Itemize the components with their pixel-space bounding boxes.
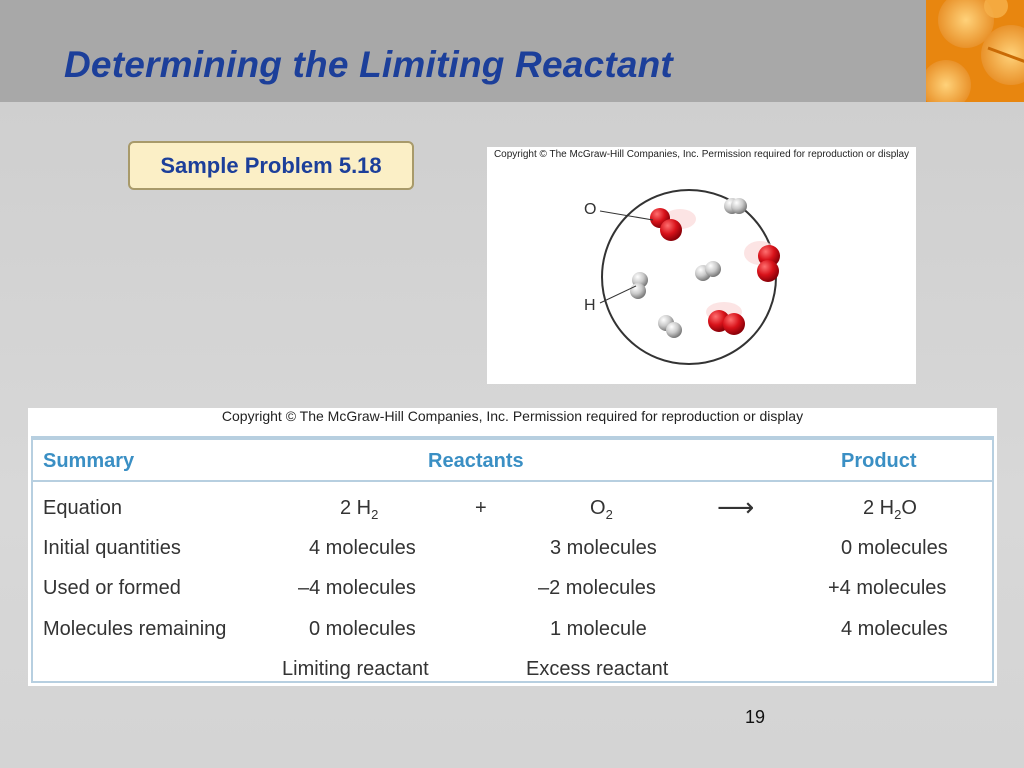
hydrogen-label: H [584,297,596,314]
reaction-vessel-diagram [487,147,916,384]
molecule-figure [487,147,916,384]
row-label-remaining: Molecules remaining [43,618,227,640]
slide-title: Determining the Limiting Reactant [64,44,673,85]
limiting-reactant-label: Limiting reactant [282,658,429,680]
table-copyright: Copyright © The McGraw-Hill Companies, Inc. Permission required for reproduction or display [221,408,804,424]
remaining-h2: 0 molecules [309,618,416,640]
used-h2: –4 molecules [298,577,416,599]
equation-plus: + [475,497,487,519]
header-reactants: Reactants [428,450,524,472]
sample-problem-badge: Sample Problem 5.18 [128,141,414,190]
oxygen-label: O [584,201,597,218]
summary-table [31,436,994,683]
reaction-arrow-icon: ⟶ [717,492,755,522]
equation-o2: $O_2$ [590,497,613,522]
used-product: +4 molecules [828,577,947,599]
equation-h2o: 2 $H_2O$ [863,497,917,522]
header-product: Product [841,450,917,472]
initial-o2: 3 molecules [550,537,657,559]
header-rule [33,480,992,482]
remaining-o2: 1 molecule [550,618,647,640]
header-summary: Summary [43,450,135,472]
row-label-used: Used or formed [43,577,181,599]
used-o2: –2 molecules [538,577,656,599]
equation-h2: 2 $H_2$ [340,497,379,522]
page-number: 19 [745,707,766,727]
oxygen-molecule [757,245,780,282]
excess-reactant-label: Excess reactant [526,658,669,680]
row-label-initial: Initial quantities [43,537,181,559]
initial-product: 0 molecules [841,537,948,559]
hydrogen-molecule [724,198,747,214]
initial-h2: 4 molecules [309,537,416,559]
row-label-equation: Equation [43,497,122,519]
summary-table-panel [28,408,997,686]
figure-copyright: Copyright © The McGraw-Hill Companies, Inc. Permission required for reproduction or display [493,149,910,160]
pills-decoration-image [926,0,1024,102]
remaining-product: 4 molecules [841,618,948,640]
